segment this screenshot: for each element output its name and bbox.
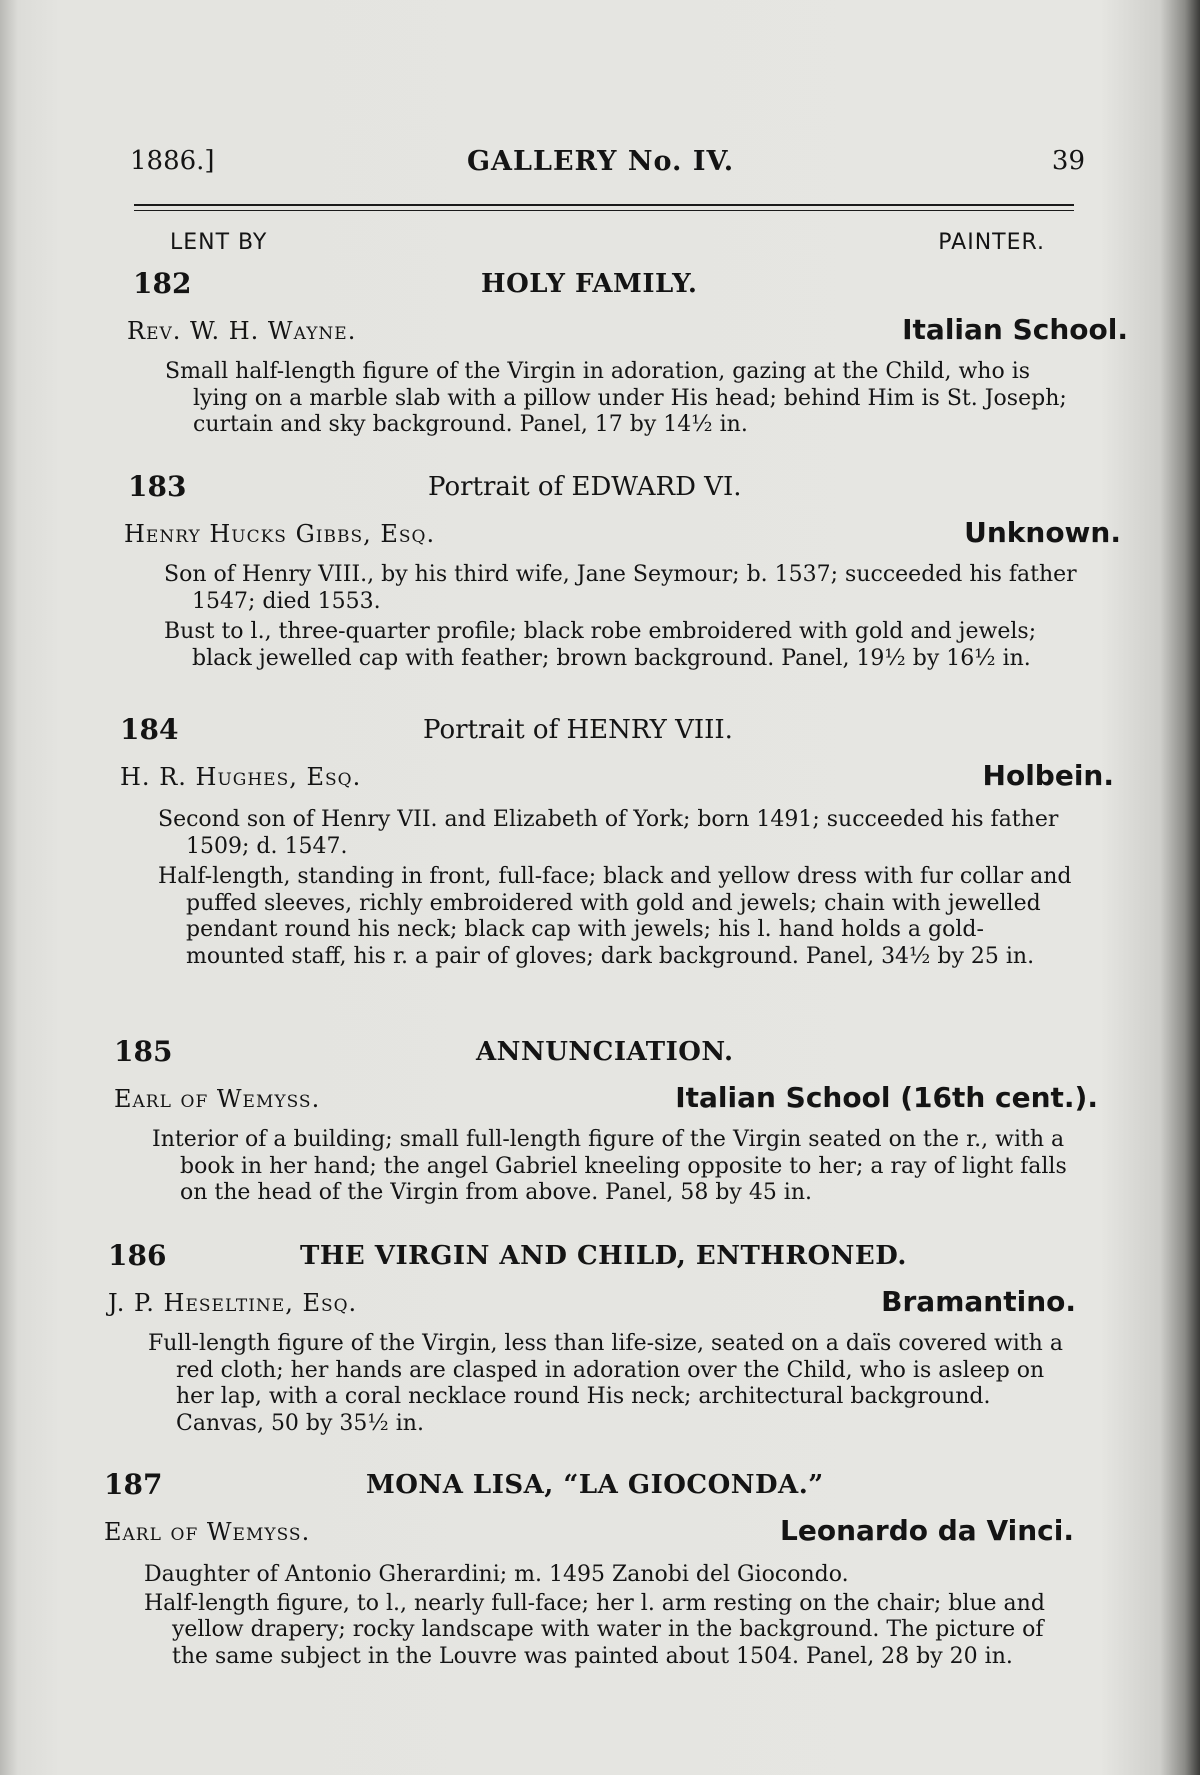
entry-painter: Italian School. [902, 313, 1128, 346]
entry-number: 185 [114, 1035, 173, 1068]
header-rule [134, 204, 1074, 206]
entry-painter: Italian School (16th cent.). [675, 1081, 1098, 1114]
entry-title: HOLY FAMILY. [481, 269, 698, 299]
entry-lender: J. P. Heseltine, Esq. [108, 1289, 358, 1317]
description-paragraph: Bust to l., three-quarter profile; black robe embroidered with gold and jewels; black jewelled cap with feather; brown background. Panel, 19½ by 16½ in. [164, 619, 1037, 671]
catalogue-entry-182 [127, 267, 1128, 457]
entry-painter: Unknown. [964, 516, 1121, 549]
entry-number: 186 [108, 1239, 167, 1272]
entry-title: MONA LISA, “LA GIOCONDA.” [366, 1470, 824, 1500]
entry-number: 182 [133, 267, 192, 300]
entry-lender: H. R. Hughes, Esq. [120, 763, 362, 791]
column-heading-painter: PAINTER. [938, 230, 1045, 255]
description-paragraph: Interior of a building; small full-length figure of the Virgin seated on the r., with a book in her hand; the angel Gabriel kneeling opposite to her; a ray of light falls on the head of the Virgin from above. Panel, 58 by 45 in. [152, 1127, 1067, 1205]
entry-lender: Rev. W. H. Wayne. [127, 317, 357, 345]
entry-title: Portrait of EDWARD VI. [428, 472, 742, 502]
entry-title: Portrait of HENRY VIII. [423, 715, 733, 745]
entry-lender: Earl of Wemyss. [114, 1085, 321, 1113]
entry-description [148, 1331, 1066, 1437]
catalogue-entry-186 [108, 1239, 1076, 1439]
entry-title: THE VIRGIN AND CHILD, ENTHRONED. [300, 1241, 907, 1271]
page-number: 39 [1051, 146, 1085, 176]
catalogue-entry-187 [104, 1468, 1074, 1708]
header-year: 1886.] [130, 146, 215, 176]
description-paragraph: Half-length figure, to l., nearly full-face; her l. arm resting on the chair; blue and yellow drapery; rocky landscape with water in the background. The picture of the same subject in the Louvre was painted about 1504. Panel, 28 by 20 in. [144, 1590, 1045, 1669]
description-paragraph: Half-length, standing in front, full-face; black and yellow dress with fur collar and puffed sleeves, richly embroidered with gold and jewels; chain with jewelled pendant round his neck; black cap with jewels; his l. hand holds a gold-mounted staff, his r. a pair of gloves; dark background. Panel, 34½ by 25 in. [158, 864, 1072, 969]
entry-lender: Earl of Wemyss. [104, 1518, 311, 1546]
entry-number: 184 [120, 713, 179, 746]
entry-description [165, 359, 1083, 439]
entry-painter: Holbein. [982, 759, 1114, 792]
header-title: GALLERY No. IV. [467, 146, 735, 177]
entry-painter: Leonardo da Vinci. [780, 1514, 1074, 1547]
entry-number: 187 [104, 1468, 163, 1501]
description-paragraph: Small half-length figure of the Virgin in adoration, gazing at the Child, who is lying on a marble slab with a pillow under His head; behind Him is St. Joseph; curtain and sky background. Panel, 17 by 14½ in. [165, 359, 1067, 437]
catalogue-entry-185 [114, 1035, 1098, 1235]
entry-lender: Henry Hucks Gibbs, Esq. [124, 520, 436, 548]
entry-number: 183 [128, 470, 187, 503]
entry-title: ANNUNCIATION. [476, 1037, 734, 1067]
header-rule-thin [134, 210, 1074, 211]
description-paragraph: Son of Henry VIII., by his third wife, Jane Seymour; b. 1537; succeeded his father 1547; died 1553. [164, 562, 1077, 614]
catalogue-entry-183 [124, 470, 1121, 700]
entry-description [158, 807, 1082, 970]
entry-description [144, 1562, 1062, 1670]
catalogue-entry-184 [120, 713, 1114, 1013]
entry-description [152, 1127, 1076, 1207]
description-paragraph: Second son of Henry VII. and Elizabeth of York; born 1491; succeeded his father 1509; d. 1547. [158, 807, 1059, 859]
description-paragraph: Daughter of Antonio Gherardini; m. 1495 Zanobi del Giocondo. [144, 1562, 849, 1587]
description-paragraph: Full-length figure of the Virgin, less than life-size, seated on a daïs covered with a red cloth; her hands are clasped in adoration over the Child, who is asleep on her lap, with a coral necklace round His neck; architectural background. Canvas, 50 by 35½ in. [148, 1331, 1063, 1436]
entry-painter: Bramantino. [881, 1285, 1076, 1318]
entry-description [164, 562, 1082, 672]
column-heading-lent-by: LENT BY [170, 230, 268, 255]
running-header [130, 146, 1085, 186]
